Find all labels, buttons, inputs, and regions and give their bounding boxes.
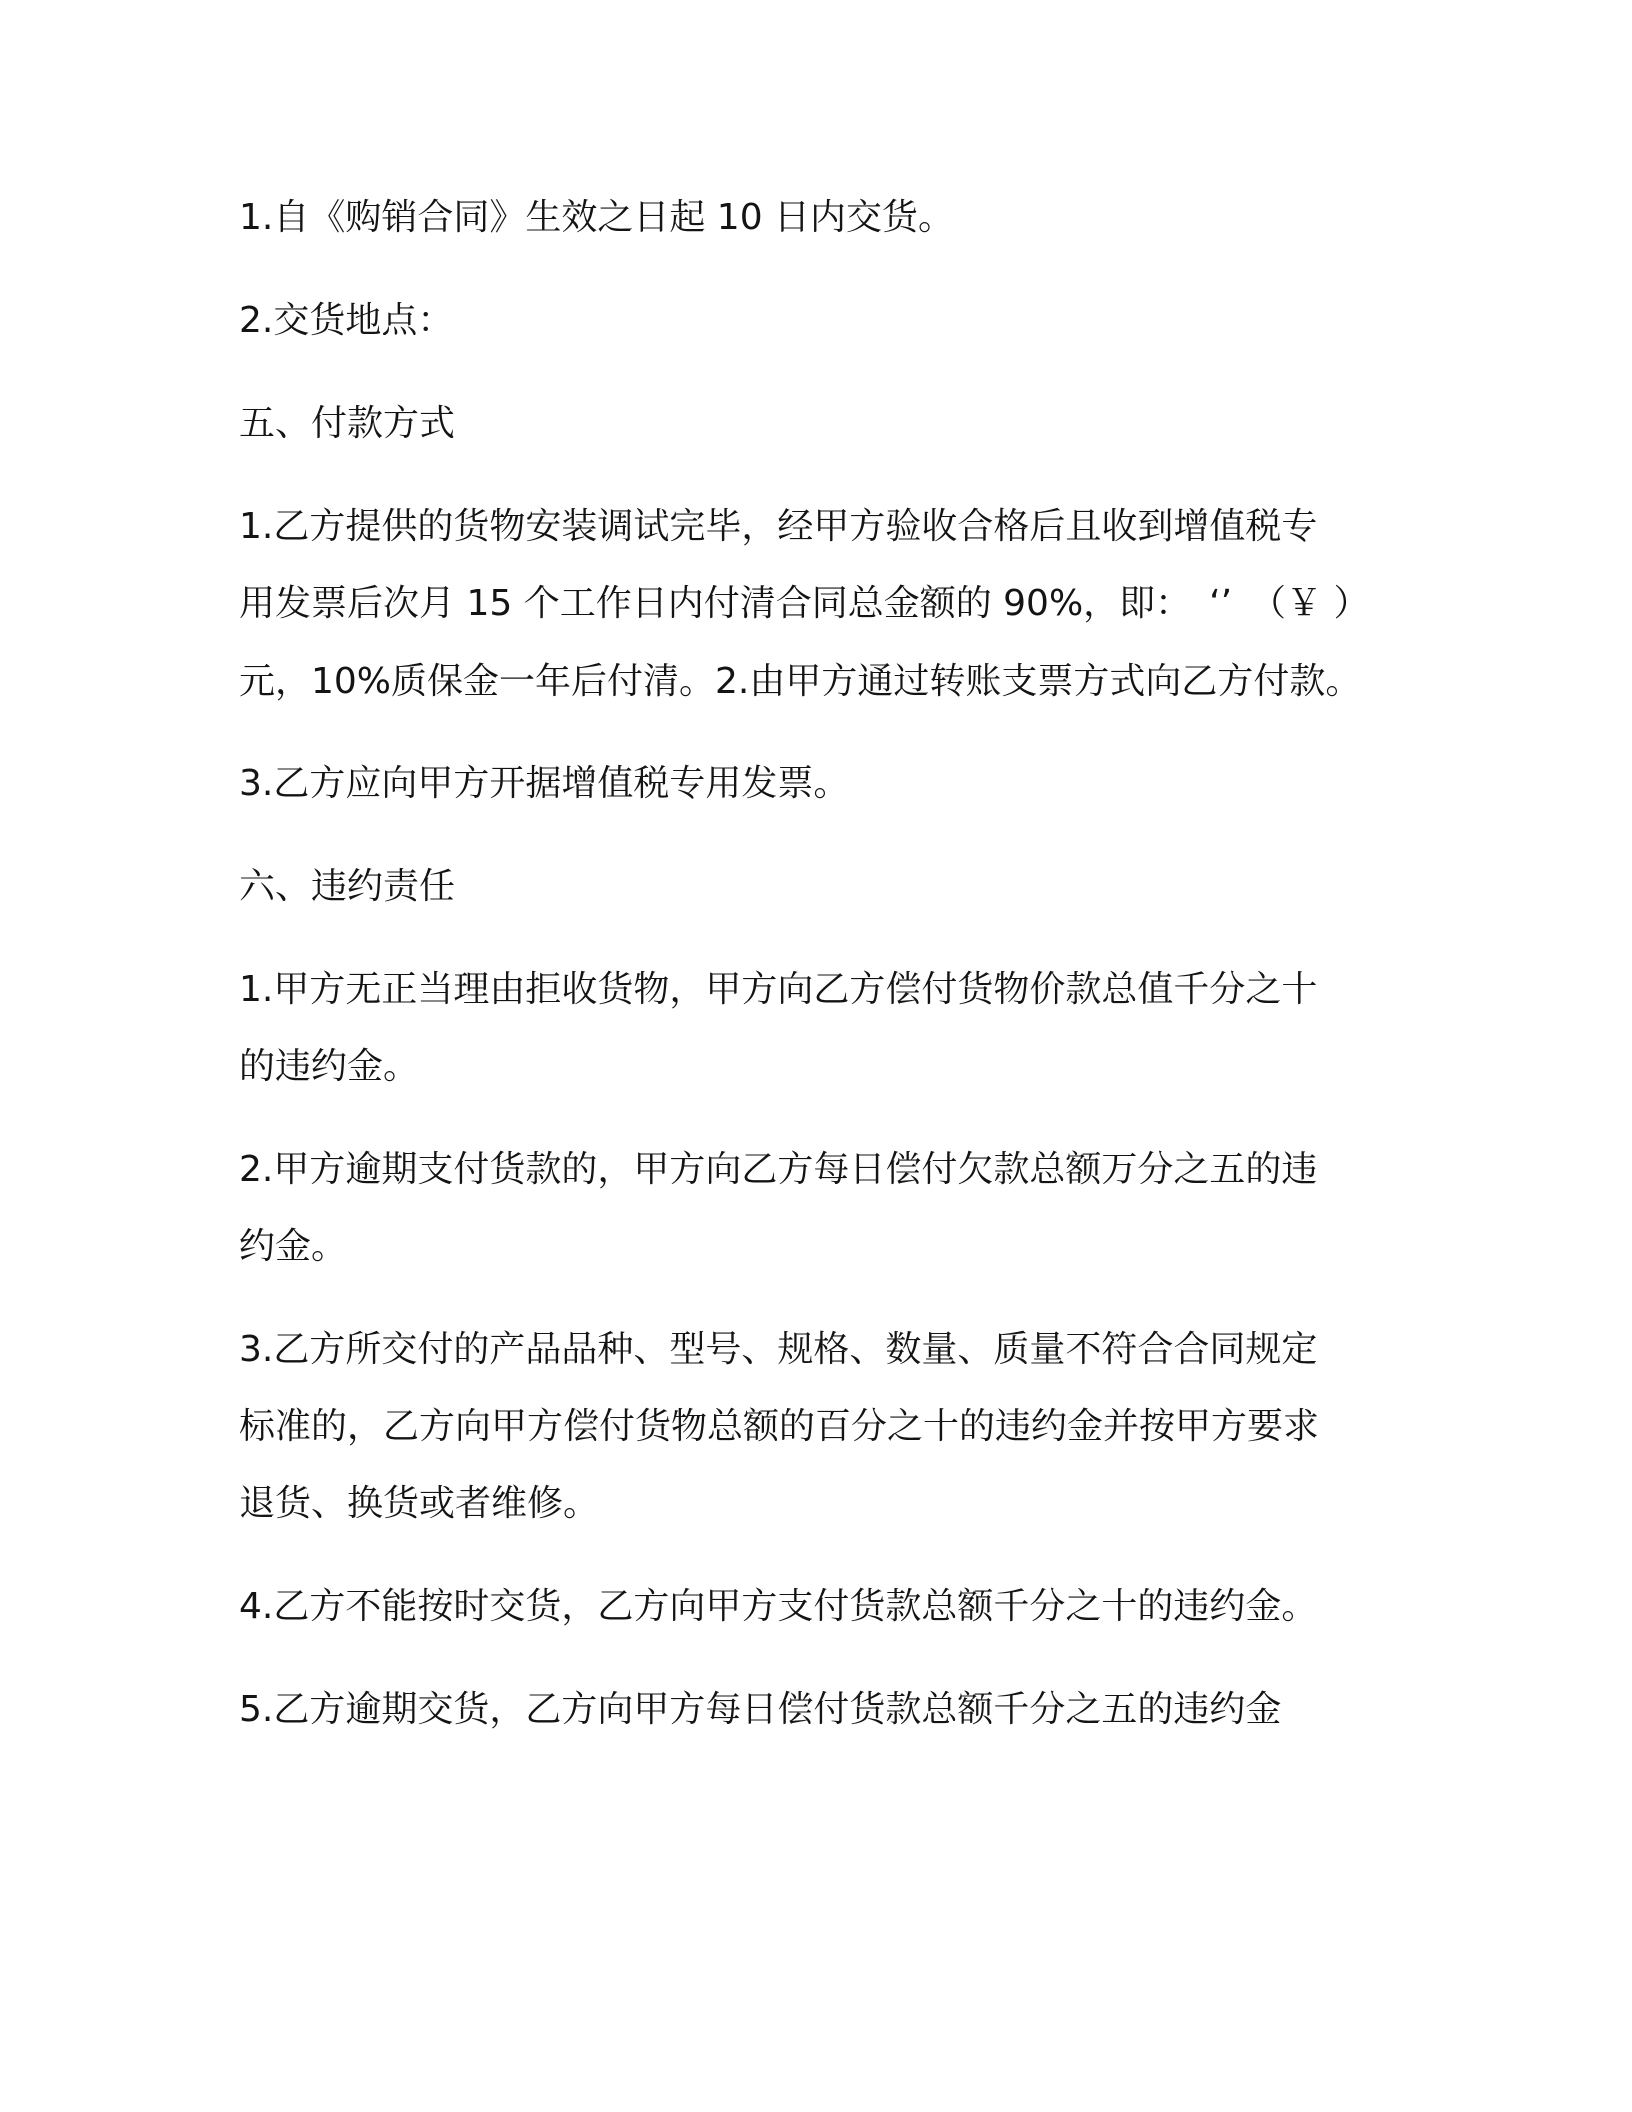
section-heading-liability: 六、违约责任 [239,866,456,907]
liability-clause-3-line-2: 标准的，乙方向甲方偿付货物总额的百分之十的违约金并按甲方要求 [239,1406,1320,1447]
liability-clause-5: 5.乙方逾期交货，乙方向甲方每日偿付货款总额千分之五的违约金 [239,1689,1282,1730]
section-heading-payment: 五、付款方式 [239,403,456,444]
delivery-time-clause: 1.自《购销合同》生效之日起 10 日内交货。 [239,197,955,238]
liability-clause-1-line-2: 的违约金。 [239,1046,420,1087]
liability-clause-1-line-1: 1.甲方无正当理由拒收货物，甲方向乙方偿付货物价款总值千分之十 [239,969,1318,1010]
invoice-clause: 3.乙方应向甲方开据增值税专用发票。 [239,763,850,804]
liability-clause-2-line-1: 2.甲方逾期支付货款的，甲方向乙方每日偿付欠款总额万分之五的违 [239,1149,1318,1190]
liability-clause-4: 4.乙方不能按时交货，乙方向甲方支付货款总额千分之十的违约金。 [239,1586,1318,1627]
liability-clause-3-line-1: 3.乙方所交付的产品品种、型号、规格、数量、质量不符合合同规定 [239,1329,1318,1370]
delivery-location-clause: 2.交货地点： [239,300,454,341]
liability-clause-2-line-2: 约金。 [239,1226,348,1267]
payment-clause-line-3: 元，10%质保金一年后付清。2.由甲方通过转账支票方式向乙方付款。 [239,661,1362,702]
payment-clause-line-2: 用发票后次月 15 个工作日内付清合同总金额的 90%，即： ‘’ （￥ ） [239,583,1370,624]
liability-clause-3-line-3: 退货、换货或者维修。 [239,1483,600,1524]
payment-clause-line-1: 1.乙方提供的货物安装调试完毕，经甲方验收合格后且收到增值税专 [239,506,1318,547]
